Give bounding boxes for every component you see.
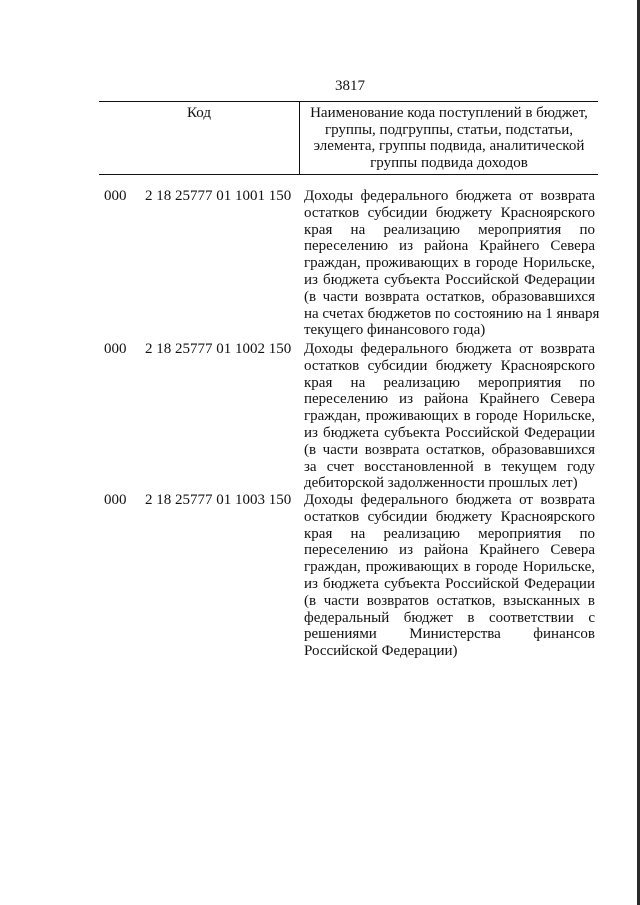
admin-code: 000	[104, 341, 127, 357]
revenue-description	[304, 492, 595, 660]
description-line: переселению из района Крайнего Севера	[304, 391, 595, 408]
description-line: (в части возврата остатков, образовавшихся	[304, 441, 595, 458]
description-line: переселению из района Крайнего Севера	[304, 238, 595, 255]
description-line: дебиторской задолженности прошлых лет)	[304, 475, 578, 492]
page-number: 3817	[335, 78, 365, 94]
description-line: Доходы федерального бюджета от возврата	[304, 341, 595, 357]
description-line: граждан, проживающих в городе Норильске,	[304, 255, 595, 272]
admin-code: 000	[104, 492, 127, 508]
description-line: из бюджета субъекта Российской Федерации	[304, 575, 595, 592]
description-line: остатков субсидии бюджету Красноярского	[304, 204, 595, 221]
header-description-line: группы, подгруппы, статьи, подстатьи,	[324, 121, 574, 138]
header-description	[300, 105, 598, 171]
header-code-label: Код	[187, 105, 211, 121]
admin-code: 000	[104, 188, 127, 204]
description-line: переселению из района Крайнего Севера	[304, 542, 595, 559]
description-line: остатков субсидии бюджету Красноярского	[304, 357, 595, 374]
header-description-line: элемента, группы подвида, аналитической	[313, 138, 585, 154]
description-line: (в части возвратов остатков, взысканных в	[304, 592, 595, 609]
header-description-line: Наименование кода поступлений в бюджет,	[310, 105, 588, 121]
description-line: из бюджета субъекта Российской Федерации	[304, 424, 595, 441]
description-line: на счетах бюджетов по состоянию на 1 января	[304, 305, 600, 322]
description-line: края на реализацию мероприятия по	[304, 374, 595, 391]
description-line: остатков субсидии бюджету Красноярского	[304, 508, 595, 525]
description-line: федеральный бюджет в соответствии с	[304, 609, 595, 626]
description-line: граждан, проживающих в городе Норильске,	[304, 408, 595, 425]
revenue-description	[304, 188, 600, 339]
description-line: Доходы федерального бюджета от возврата	[304, 188, 595, 204]
description-line: Доходы федерального бюджета от возврата	[304, 492, 595, 508]
description-line: из бюджета субъекта Российской Федерации	[304, 271, 595, 288]
table-header	[99, 101, 598, 175]
revenue-code: 2 18 25777 01 1003 150	[145, 492, 292, 508]
revenue-code: 2 18 25777 01 1002 150	[145, 341, 292, 357]
description-line: граждан, проживающих в городе Норильске,	[304, 559, 595, 576]
description-line: за счет восстановленной в текущем году	[304, 458, 595, 475]
description-line: текущего финансового года)	[304, 322, 486, 339]
description-line: Российской Федерации)	[304, 643, 458, 660]
header-description-line: группы подвида доходов	[370, 154, 528, 171]
revenue-description	[304, 341, 595, 492]
description-line: решениями Министерства финансов	[304, 626, 595, 643]
description-line: (в части возврата остатков, образовавшихся	[304, 288, 595, 305]
description-line: края на реализацию мероприятия по	[304, 221, 595, 238]
revenue-code: 2 18 25777 01 1001 150	[145, 188, 292, 204]
description-line: края на реализацию мероприятия по	[304, 525, 595, 542]
